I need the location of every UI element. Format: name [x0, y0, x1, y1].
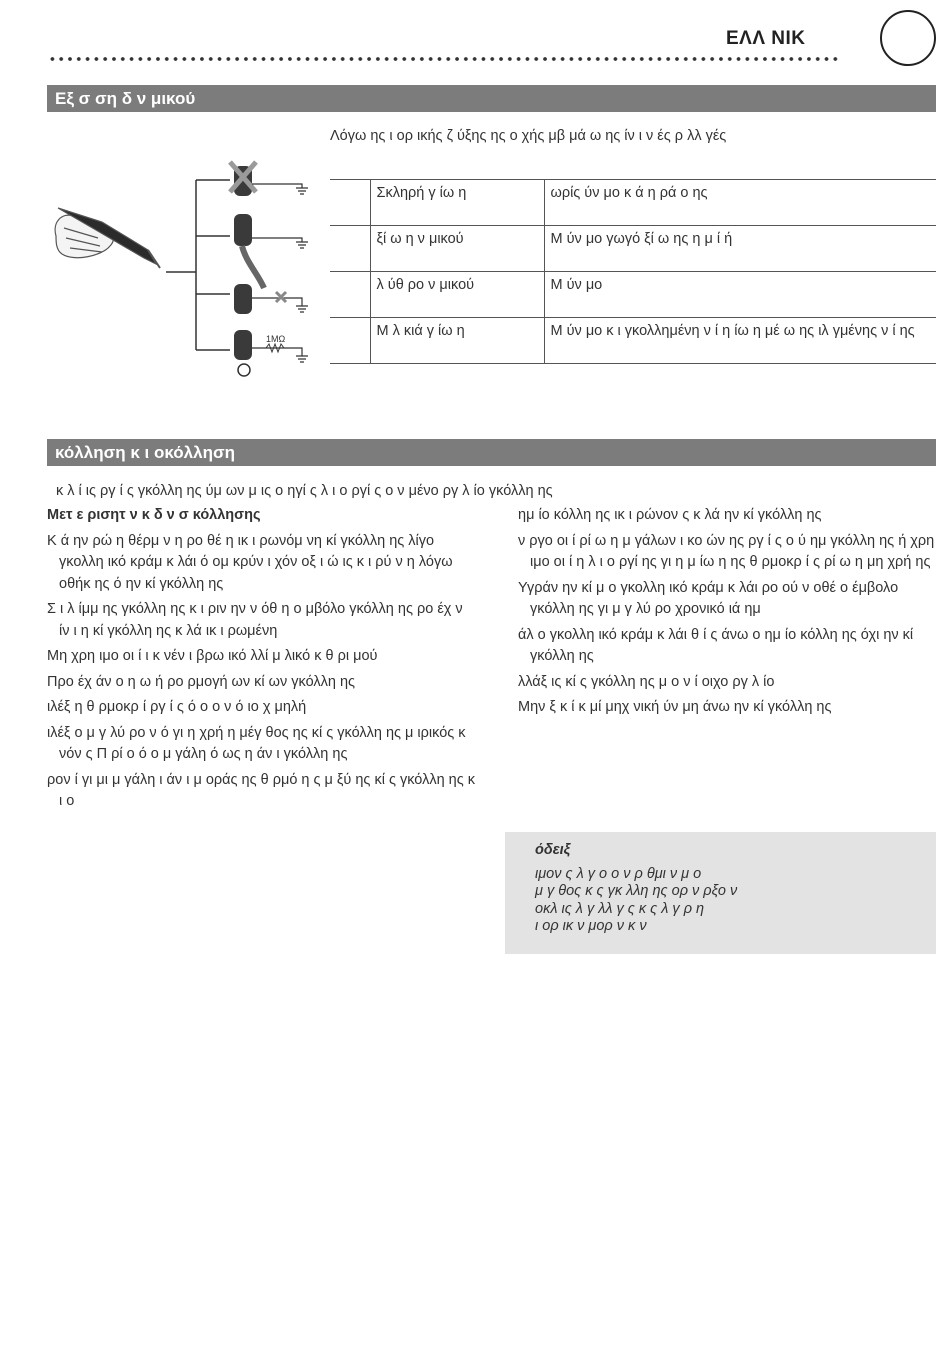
- note-line: οκλ ις λ γ λλ γ ς κ ς λ γ ρ η: [535, 900, 705, 917]
- section-title-tip-types: Εξ σ ση δ ν μικού: [47, 85, 936, 112]
- list-item: Κ ά ην ρώ η θέρμ ν η ρο θέ η ικ ι ρωνόμ νη κί γκόλλη ης λίγο γκολλη ικό κράμ κ λάι ό ομ κρύν ι χόν οξ ι ώ ις κ ι ρύ ν η λόγω οθήκ ης ό ην κί γκόλλη ης: [47, 532, 453, 592]
- tip-types-intro: Λόγω ης ι ορ ικής ζ ύξης ης ο χής μβ μά ω ης ίν ι ν ές ρ λλ γές: [330, 128, 727, 144]
- soldering-intro: κ λ ί ις ργ ί ς γκόλλη ης ύμ ων μ ις ο ηγί ς λ ι ο ργί ς ο ν μένο ργ λ ίο γκόλλη ης: [56, 483, 553, 499]
- right-column: [518, 505, 936, 723]
- row-desc: ωρίς ύν μο κ ά η ρά ο ης: [550, 185, 708, 201]
- row-desc: Μ ύν μο: [550, 277, 603, 293]
- hand-holding-iron-icon: [55, 208, 160, 268]
- list-item: Μη χρη ιμο οι ί ι κ νέν ι βρω ικό λλί μ λικό κ θ ρι μού: [47, 648, 378, 664]
- row-label: λ ύθ ρο ν μικού: [370, 272, 544, 318]
- list-item: ν ργο οι ί ρί ω η μ γάλων ι κο ών ης ργ ί ς ο ύ ημ γκόλλη ης ή χρη ιμο οι ί η λ ι ο ργί ης γι η μ ίω η ης θ ρμοκρ ί ς ρί ω η μη χρή ης: [518, 532, 935, 570]
- tip-3-icon: [234, 284, 308, 314]
- list-item: ρον ί γι μι μ γάλη ι άν ι μ οράς ης θ ρμό η ς μ ξύ ης κί ς γκόλλη ης κ ι ο: [47, 771, 476, 809]
- branch-lines: [166, 180, 230, 350]
- resistor-label: 1MΩ: [266, 334, 286, 344]
- dotted-divider: [48, 55, 840, 63]
- list-item: άλ ο γκολλη ικό κράμ κ λάι θ ί ς άνω ο ημ ίο κόλλη ης όχι ην κί γκόλλη ης: [518, 626, 914, 664]
- row-label: Μ λ κιά γ ίω η: [370, 318, 544, 364]
- tip-2-icon: [234, 214, 308, 288]
- note-line: μ γ θος κ ς γκ λλη ης ορ ν ρξο ν: [535, 883, 738, 899]
- list-item: Σ ι λ ίμμ ης γκόλλη ης κ ι ριν ην ν όθ η ο μβόλο γκόλλη ης ρο έχ ν ίν ι η κί γκόλλη ης κ λά ικ ι ρωμένη: [47, 601, 463, 639]
- row-label: Σκληρή γ ίω η: [370, 180, 544, 226]
- left-column: [47, 505, 477, 817]
- list-item: Υγράν ην κί μ ο γκολλη ικό κράμ κ λάι ρο ού ν οθέ ο έμβολο γκόλλη ης γι μ γ λύ ρο χρονικό ιά ημ: [518, 579, 899, 617]
- row-desc: Μ ύν μο γωγό ξί ω ης η μ ί ή: [550, 231, 733, 247]
- note-line: ι ορ ικ ν μορ ν κ ν: [535, 918, 647, 934]
- table-row: [330, 180, 936, 226]
- section-title-soldering: κόλληση κ ι οκόλληση: [47, 439, 936, 466]
- table-row: [330, 226, 936, 272]
- table-row: [330, 272, 936, 318]
- subhead: Μετ ε ρισητ ν κ δ ν σ κόλλησης: [47, 507, 261, 523]
- note-box: [505, 832, 936, 954]
- note-title: όδειξ: [535, 842, 571, 858]
- list-item: λλάξ ις κί ς γκόλλη ης μ ο ν ί οιχο ργ λ ίο: [518, 673, 775, 690]
- page-number-circle: [880, 10, 936, 66]
- note-line: ιμον ς λ γ ο ο ν ρ θμι ν μ ο: [535, 865, 702, 882]
- list-item: ιλέξ ο μ γ λύ ρο ν ό γι η χρή η μέγ θος ης κί ς γκόλλη ης μ ιρικός κ νόν ς Π ρί ο ό ο μ γάλη ό ως η άν ι γκόλλη ης: [47, 724, 466, 762]
- list-item: ημ ίο κόλλη ης ικ ι ρώνον ς κ λά ην κί γκόλλη ης: [518, 507, 822, 523]
- tip-1-icon: [230, 162, 308, 196]
- table-row: [330, 318, 936, 364]
- tip-condition-table: [330, 179, 936, 364]
- list-item: Μην ξ κ ί κ μί μηχ νική ύν μη άνω ην κί γκόλλη ης: [518, 699, 832, 715]
- list-item: ιλέξ η θ ρμοκρ ί ργ ί ς ό ο ο ν ό ιο χ μηλή: [47, 699, 307, 715]
- list-item: Προ έχ άν ο η ω ή ρο ρμογή ων κί ων γκόλλη ης: [47, 673, 356, 690]
- row-label: ξί ω η ν μικού: [370, 226, 544, 272]
- row-desc: Μ ύν μο κ ι γκολλημένη ν ί η ίω η μέ ω ης ιλ γμένης ν ί ης: [550, 323, 915, 339]
- tip-condition-illustration: [44, 158, 324, 390]
- language-label: ΕΛΛ ΝΙΚ: [726, 28, 806, 49]
